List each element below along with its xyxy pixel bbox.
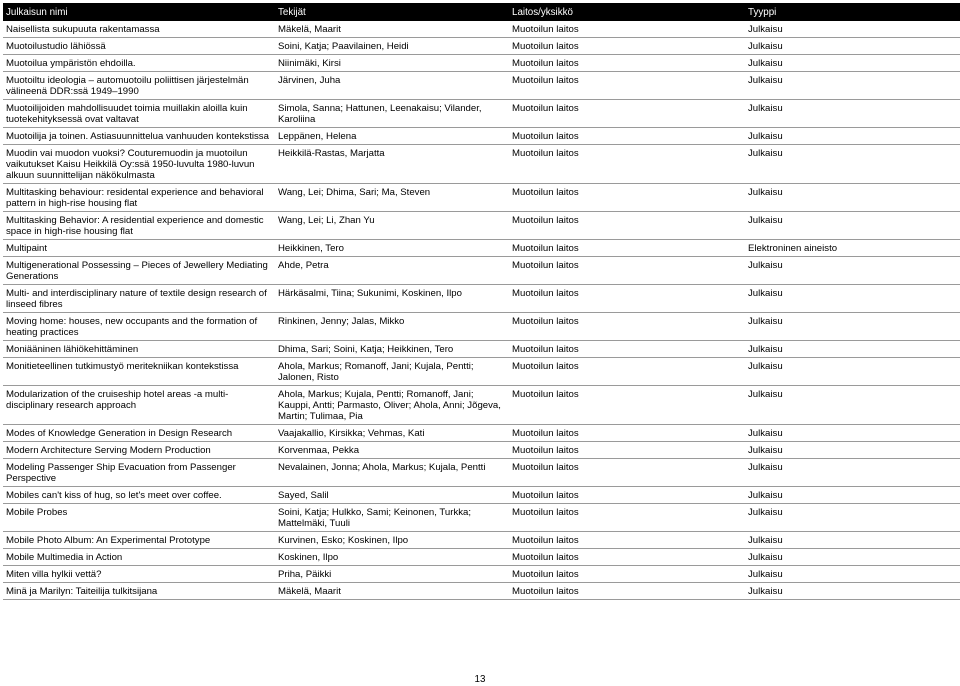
table-row: [3, 504, 960, 532]
cell-department: Muotoilun laitos: [509, 313, 745, 341]
cell-type: Julkaisu: [745, 55, 960, 72]
cell-authors: Niinimäki, Kirsi: [275, 55, 509, 72]
cell-department: Muotoilun laitos: [509, 38, 745, 55]
cell-type: Elektroninen aineisto: [745, 240, 960, 257]
cell-type: Julkaisu: [745, 442, 960, 459]
cell-title: Naisellista sukupuuta rakentamassa: [3, 21, 275, 38]
cell-authors: Ahola, Markus; Kujala, Pentti; Romanoff, Jani; Kauppi, Antti; Parmasto, Oliver; Ahola, Anni; Jõgeva, Martin; Tulimaa, Pia: [275, 386, 509, 425]
table-row: [3, 566, 960, 583]
cell-type: Julkaisu: [745, 566, 960, 583]
cell-department: Muotoilun laitos: [509, 145, 745, 184]
table-row: [3, 145, 960, 184]
cell-type: Julkaisu: [745, 341, 960, 358]
header-title: Julkaisun nimi: [3, 3, 275, 21]
table-row: [3, 358, 960, 386]
table-row: [3, 341, 960, 358]
cell-authors: Rinkinen, Jenny; Jalas, Mikko: [275, 313, 509, 341]
cell-department: Muotoilun laitos: [509, 386, 745, 425]
cell-authors: Ahde, Petra: [275, 257, 509, 285]
cell-authors: Heikkinen, Tero: [275, 240, 509, 257]
cell-type: Julkaisu: [745, 549, 960, 566]
cell-type: Julkaisu: [745, 184, 960, 212]
cell-department: Muotoilun laitos: [509, 487, 745, 504]
cell-department: Muotoilun laitos: [509, 583, 745, 600]
cell-type: Julkaisu: [745, 358, 960, 386]
cell-department: Muotoilun laitos: [509, 459, 745, 487]
table-row: [3, 549, 960, 566]
table-row: [3, 442, 960, 459]
cell-department: Muotoilun laitos: [509, 425, 745, 442]
header-type: Tyyppi: [745, 3, 960, 21]
cell-authors: Nevalainen, Jonna; Ahola, Markus; Kujala, Pentti: [275, 459, 509, 487]
cell-authors: Korvenmaa, Pekka: [275, 442, 509, 459]
cell-type: Julkaisu: [745, 212, 960, 240]
cell-title: Mobile Photo Album: An Experimental Prototype: [3, 532, 275, 549]
cell-title: Muodin vai muodon vuoksi? Couturemuodin ja muotoilun vaikutukset Kaisu Heikkilä Oy:ssä 1950-luvulta 1980-luvun alkuun suunnittelijan näkökulmasta: [3, 145, 275, 184]
cell-authors: Sayed, Salil: [275, 487, 509, 504]
cell-authors: Härkäsalmi, Tiina; Sukunimi, Koskinen, Ilpo: [275, 285, 509, 313]
table-row: [3, 386, 960, 425]
cell-type: Julkaisu: [745, 145, 960, 184]
cell-title: Multitasking Behavior: A residential experience and domestic space in high-rise housing flat: [3, 212, 275, 240]
cell-title: Mobile Multimedia in Action: [3, 549, 275, 566]
cell-department: Muotoilun laitos: [509, 341, 745, 358]
table-row: [3, 128, 960, 145]
publications-table: [3, 3, 960, 600]
cell-title: Moving home: houses, new occupants and the formation of heating practices: [3, 313, 275, 341]
cell-department: Muotoilun laitos: [509, 442, 745, 459]
cell-type: Julkaisu: [745, 459, 960, 487]
cell-type: Julkaisu: [745, 285, 960, 313]
table-row: [3, 21, 960, 38]
table-row: [3, 459, 960, 487]
cell-authors: Heikkilä-Rastas, Marjatta: [275, 145, 509, 184]
cell-department: Muotoilun laitos: [509, 21, 745, 38]
cell-title: Muotoilijoiden mahdollisuudet toimia muillakin aloilla kuin tuotekehityksessä ovat valtavat: [3, 100, 275, 128]
cell-title: Multipaint: [3, 240, 275, 257]
cell-title: Muotoilua ympäristön ehdoilla.: [3, 55, 275, 72]
cell-authors: Ahola, Markus; Romanoff, Jani; Kujala, Pentti; Jalonen, Risto: [275, 358, 509, 386]
cell-type: Julkaisu: [745, 128, 960, 145]
cell-title: Multi- and interdisciplinary nature of textile design research of linseed fibres: [3, 285, 275, 313]
cell-type: Julkaisu: [745, 532, 960, 549]
cell-department: Muotoilun laitos: [509, 566, 745, 583]
cell-title: Multitasking behaviour: residental experience and behavioral pattern in high-rise housing flat: [3, 184, 275, 212]
cell-department: Muotoilun laitos: [509, 257, 745, 285]
cell-authors: Wang, Lei; Dhima, Sari; Ma, Steven: [275, 184, 509, 212]
cell-department: Muotoilun laitos: [509, 285, 745, 313]
cell-authors: Dhima, Sari; Soini, Katja; Heikkinen, Tero: [275, 341, 509, 358]
table-row: [3, 55, 960, 72]
cell-authors: Vaajakallio, Kirsikka; Vehmas, Kati: [275, 425, 509, 442]
cell-authors: Priha, Päikki: [275, 566, 509, 583]
cell-type: Julkaisu: [745, 487, 960, 504]
cell-department: Muotoilun laitos: [509, 100, 745, 128]
cell-authors: Koskinen, Ilpo: [275, 549, 509, 566]
cell-type: Julkaisu: [745, 21, 960, 38]
cell-type: Julkaisu: [745, 72, 960, 100]
table-body: [3, 21, 960, 600]
table-header-row: [3, 3, 960, 21]
cell-type: Julkaisu: [745, 257, 960, 285]
cell-type: Julkaisu: [745, 100, 960, 128]
cell-type: Julkaisu: [745, 583, 960, 600]
cell-title: Modeling Passenger Ship Evacuation from Passenger Perspective: [3, 459, 275, 487]
table-row: [3, 100, 960, 128]
cell-title: Multigenerational Possessing – Pieces of Jewellery Mediating Generations: [3, 257, 275, 285]
table-row: [3, 313, 960, 341]
header-authors: Tekijät: [275, 3, 509, 21]
table-row: [3, 72, 960, 100]
cell-title: Minä ja Marilyn: Taiteilija tulkitsijana: [3, 583, 275, 600]
cell-authors: Mäkelä, Maarit: [275, 21, 509, 38]
table-row: [3, 240, 960, 257]
cell-department: Muotoilun laitos: [509, 504, 745, 532]
cell-type: Julkaisu: [745, 313, 960, 341]
cell-department: Muotoilun laitos: [509, 184, 745, 212]
cell-title: Modularization of the cruiseship hotel areas -a multi-disciplinary research approach: [3, 386, 275, 425]
table-row: [3, 487, 960, 504]
page-number: 13: [474, 674, 486, 685]
cell-authors: Wang, Lei; Li, Zhan Yu: [275, 212, 509, 240]
table-row: [3, 583, 960, 600]
cell-title: Muotoiltu ideologia – automuotoilu poliittisen järjestelmän välineenä DDR:ssä 1949–1990: [3, 72, 275, 100]
cell-department: Muotoilun laitos: [509, 72, 745, 100]
cell-title: Mobile Probes: [3, 504, 275, 532]
table-row: [3, 532, 960, 549]
table-row: [3, 38, 960, 55]
cell-type: Julkaisu: [745, 504, 960, 532]
cell-department: Muotoilun laitos: [509, 549, 745, 566]
cell-authors: Simola, Sanna; Hattunen, Leenakaisu; Vilander, Karoliina: [275, 100, 509, 128]
cell-title: Monitieteellinen tutkimustyö meritekniikan kontekstissa: [3, 358, 275, 386]
cell-department: Muotoilun laitos: [509, 358, 745, 386]
cell-type: Julkaisu: [745, 386, 960, 425]
table-row: [3, 257, 960, 285]
header-department: Laitos/yksikkö: [509, 3, 745, 21]
cell-department: Muotoilun laitos: [509, 212, 745, 240]
cell-authors: Soini, Katja; Paavilainen, Heidi: [275, 38, 509, 55]
cell-title: Miten villa hylkii vettä?: [3, 566, 275, 583]
cell-title: Muotoilija ja toinen. Astiasuunnittelua vanhuuden kontekstissa: [3, 128, 275, 145]
cell-title: Moniääninen lähiökehittäminen: [3, 341, 275, 358]
cell-authors: Kurvinen, Esko; Koskinen, Ilpo: [275, 532, 509, 549]
table-row: [3, 212, 960, 240]
table-row: [3, 285, 960, 313]
cell-department: Muotoilun laitos: [509, 240, 745, 257]
cell-type: Julkaisu: [745, 38, 960, 55]
cell-title: Muotoilustudio lähiössä: [3, 38, 275, 55]
cell-type: Julkaisu: [745, 425, 960, 442]
cell-title: Modes of Knowledge Generation in Design Research: [3, 425, 275, 442]
table-row: [3, 425, 960, 442]
cell-department: Muotoilun laitos: [509, 55, 745, 72]
cell-authors: Mäkelä, Maarit: [275, 583, 509, 600]
table-row: [3, 184, 960, 212]
cell-title: Mobiles can't kiss of hug, so let's meet over coffee.: [3, 487, 275, 504]
cell-department: Muotoilun laitos: [509, 128, 745, 145]
cell-authors: Järvinen, Juha: [275, 72, 509, 100]
cell-title: Modern Architecture Serving Modern Production: [3, 442, 275, 459]
cell-authors: Leppänen, Helena: [275, 128, 509, 145]
cell-authors: Soini, Katja; Hulkko, Sami; Keinonen, Turkka; Mattelmäki, Tuuli: [275, 504, 509, 532]
cell-department: Muotoilun laitos: [509, 532, 745, 549]
